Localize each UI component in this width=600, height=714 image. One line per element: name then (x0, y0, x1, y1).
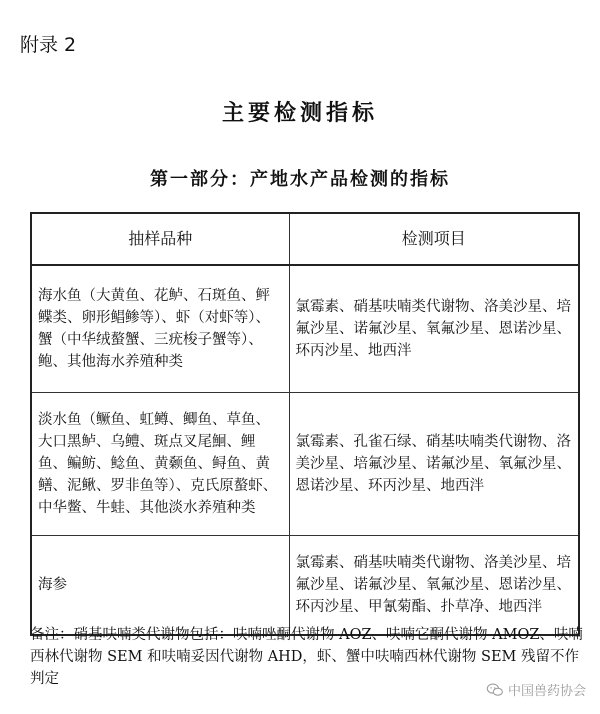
sample-cell: 淡水鱼（鳜鱼、虹鳟、鲫鱼、草鱼、大口黑鲈、乌鳢、斑点叉尾鮰、鲤鱼、鳊鲂、鲶鱼、黄颡鱼、鲟鱼、黄鳝、泥鳅、罗非鱼等）、克氏原螯虾、中华鳖、牛蛙、其他淡水养殖种类 (31, 393, 289, 536)
column-header-items: 检测项目 (289, 213, 579, 265)
sample-cell: 海参 (31, 536, 289, 636)
indicator-table (30, 212, 580, 636)
footnote: 备注：硝基呋喃类代谢物包括：呋喃唑酮代谢物 AOZ、呋喃它酮代谢物 AMOZ、呋喃西林代谢物 SEM 和呋喃妥因代谢物 AHD，虾、蟹中呋喃西林代谢物 SEM 残留不作判定 (30, 627, 583, 687)
table-header-row (31, 213, 579, 265)
items-cell: 氯霉素、硝基呋喃类代谢物、洛美沙星、培氟沙星、诺氟沙星、氧氟沙星、恩诺沙星、环丙沙星、甲氰菊酯、扑草净、地西泮 (289, 536, 579, 636)
page-title: 主要检测指标 (221, 100, 378, 126)
items-cell: 氯霉素、硝基呋喃类代谢物、洛美沙星、培氟沙星、诺氟沙星、氧氟沙星、恩诺沙星、环丙沙星、地西泮 (289, 265, 579, 393)
table-row (31, 393, 579, 536)
section-subtitle: 第一部分：产地水产品检测的指标 (150, 169, 450, 190)
table-row (31, 265, 579, 393)
column-header-sample: 抽样品种 (31, 213, 289, 265)
table-row (31, 536, 579, 636)
sample-cell: 海水鱼（大黄鱼、花鲈、石斑鱼、鲆鲽类、卵形鲳鲹等）、虾（对虾等）、蟹（中华绒螯蟹、三疣梭子蟹等）、鲍、其他海水养殖种类 (31, 265, 289, 393)
watermark (486, 680, 586, 699)
watermark-text: 中国兽药协会 (507, 684, 586, 699)
wechat-icon (486, 683, 504, 697)
appendix-label: 附录 2 (20, 34, 77, 56)
items-cell: 氯霉素、孔雀石绿、硝基呋喃类代谢物、洛美沙星、培氟沙星、诺氟沙星、氧氟沙星、恩诺沙星、环丙沙星、地西泮 (289, 393, 579, 536)
